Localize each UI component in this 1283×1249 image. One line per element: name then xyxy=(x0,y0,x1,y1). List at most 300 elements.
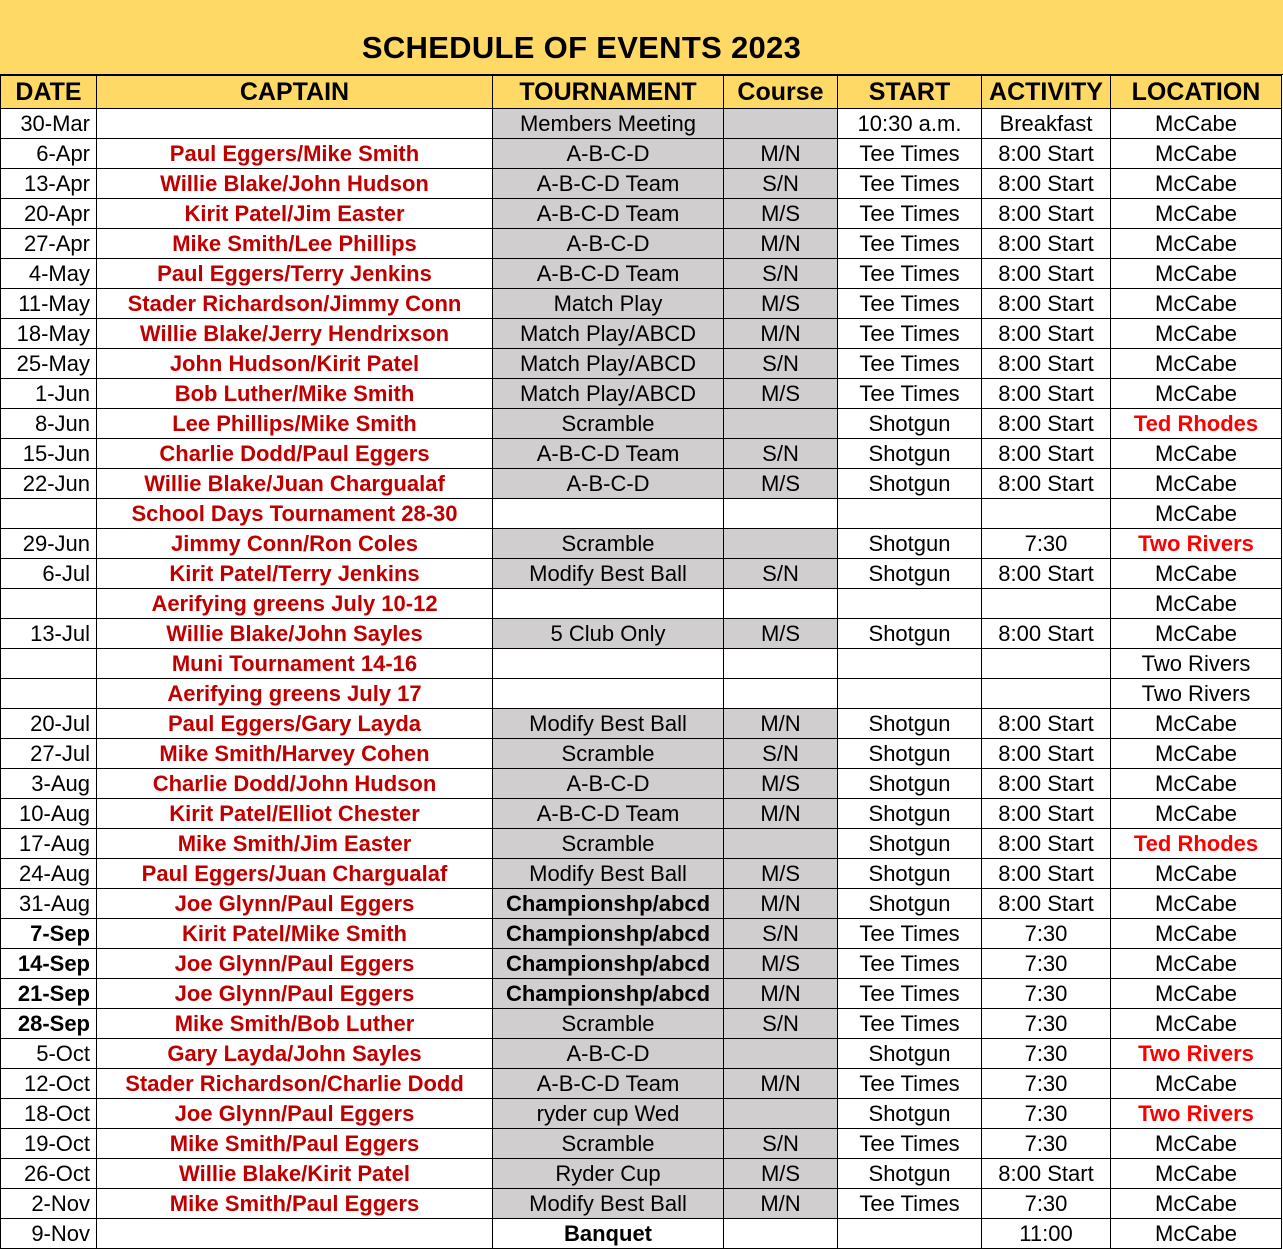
location-cell: McCabe xyxy=(1111,799,1282,829)
location-cell: Ted Rhodes xyxy=(1111,409,1282,439)
tournament-cell xyxy=(493,649,724,679)
course-cell: M/N xyxy=(724,1069,838,1099)
activity-cell: 8:00 Start xyxy=(982,889,1111,919)
captain-cell: Mike Smith/Lee Phillips xyxy=(97,229,493,259)
course-cell xyxy=(724,1219,838,1249)
date-cell: 21-Sep xyxy=(1,979,97,1009)
date-cell: 29-Jun xyxy=(1,529,97,559)
tournament-cell: Scramble xyxy=(493,739,724,769)
location-cell: McCabe xyxy=(1111,739,1282,769)
activity-cell: 8:00 Start xyxy=(982,859,1111,889)
table-row xyxy=(1,379,1282,409)
tournament-cell: Modify Best Ball xyxy=(493,859,724,889)
tournament-cell: A-B-C-D Team xyxy=(493,169,724,199)
start-cell: Tee Times xyxy=(838,259,982,289)
header-course: Course xyxy=(724,76,838,109)
activity-cell: 7:30 xyxy=(982,1189,1111,1219)
activity-cell: 7:30 xyxy=(982,1009,1111,1039)
captain-cell: Joe Glynn/Paul Eggers xyxy=(97,1099,493,1129)
date-cell: 12-Oct xyxy=(1,1069,97,1099)
course-cell xyxy=(724,649,838,679)
start-cell: Tee Times xyxy=(838,919,982,949)
start-cell: Shotgun xyxy=(838,1039,982,1069)
captain-cell: Willie Blake/Kirit Patel xyxy=(97,1159,493,1189)
date-cell: 9-Nov xyxy=(1,1219,97,1249)
table-row xyxy=(1,709,1282,739)
date-cell: 22-Jun xyxy=(1,469,97,499)
table-row xyxy=(1,739,1282,769)
tournament-cell: Scramble xyxy=(493,1129,724,1159)
course-cell: M/N xyxy=(724,709,838,739)
table-row xyxy=(1,859,1282,889)
tournament-cell xyxy=(493,499,724,529)
tournament-cell: Modify Best Ball xyxy=(493,559,724,589)
location-cell: McCabe xyxy=(1111,139,1282,169)
date-cell: 8-Jun xyxy=(1,409,97,439)
tournament-cell: A-B-C-D Team xyxy=(493,1069,724,1099)
start-cell: Shotgun xyxy=(838,439,982,469)
captain-cell: Stader Richardson/Jimmy Conn xyxy=(97,289,493,319)
activity-cell xyxy=(982,499,1111,529)
course-cell: M/S xyxy=(724,1159,838,1189)
date-cell xyxy=(1,679,97,709)
captain-cell: Kirit Patel/Jim Easter xyxy=(97,199,493,229)
captain-cell: Mike Smith/Jim Easter xyxy=(97,829,493,859)
tournament-cell: Championshp/abcd xyxy=(493,979,724,1009)
date-cell: 6-Apr xyxy=(1,139,97,169)
location-cell: McCabe xyxy=(1111,559,1282,589)
tournament-cell: Match Play/ABCD xyxy=(493,319,724,349)
tournament-cell: Match Play/ABCD xyxy=(493,379,724,409)
start-cell xyxy=(838,649,982,679)
captain-cell: Paul Eggers/Terry Jenkins xyxy=(97,259,493,289)
tournament-cell: A-B-C-D Team xyxy=(493,799,724,829)
captain-cell: Aerifying greens July 17 xyxy=(97,679,493,709)
date-cell: 13-Apr xyxy=(1,169,97,199)
activity-cell: 8:00 Start xyxy=(982,169,1111,199)
start-cell xyxy=(838,499,982,529)
tournament-cell: Scramble xyxy=(493,409,724,439)
captain-cell: Willie Blake/Juan Chargualaf xyxy=(97,469,493,499)
location-cell: McCabe xyxy=(1111,1159,1282,1189)
date-cell: 1-Jun xyxy=(1,379,97,409)
captain-cell xyxy=(97,1219,493,1249)
captain-cell: Charlie Dodd/John Hudson xyxy=(97,769,493,799)
captain-cell: Gary Layda/John Sayles xyxy=(97,1039,493,1069)
tournament-cell: Banquet xyxy=(493,1219,724,1249)
start-cell: Shotgun xyxy=(838,739,982,769)
tournament-cell: Match Play xyxy=(493,289,724,319)
table-row xyxy=(1,529,1282,559)
tournament-cell: A-B-C-D xyxy=(493,1039,724,1069)
page-title: SCHEDULE OF EVENTS 2023 xyxy=(361,30,802,65)
location-cell: McCabe xyxy=(1111,1069,1282,1099)
course-cell xyxy=(724,529,838,559)
activity-cell: 7:30 xyxy=(982,1069,1111,1099)
captain-cell: Kirit Patel/Terry Jenkins xyxy=(97,559,493,589)
activity-cell: 8:00 Start xyxy=(982,349,1111,379)
course-cell: S/N xyxy=(724,919,838,949)
course-cell xyxy=(724,409,838,439)
course-cell xyxy=(724,679,838,709)
start-cell: Shotgun xyxy=(838,409,982,439)
captain-cell: Willie Blake/Jerry Hendrixson xyxy=(97,319,493,349)
captain-cell: Paul Eggers/Mike Smith xyxy=(97,139,493,169)
date-cell: 30-Mar xyxy=(1,109,97,139)
table-row xyxy=(1,289,1282,319)
course-cell xyxy=(724,499,838,529)
location-cell: McCabe xyxy=(1111,439,1282,469)
course-cell: M/N xyxy=(724,319,838,349)
location-cell: McCabe xyxy=(1111,379,1282,409)
activity-cell: 7:30 xyxy=(982,1129,1111,1159)
table-row xyxy=(1,769,1282,799)
course-cell: S/N xyxy=(724,739,838,769)
table-row xyxy=(1,199,1282,229)
start-cell: Shotgun xyxy=(838,769,982,799)
tournament-cell: 5 Club Only xyxy=(493,619,724,649)
activity-cell: 8:00 Start xyxy=(982,409,1111,439)
location-cell: McCabe xyxy=(1111,1219,1282,1249)
location-cell: McCabe xyxy=(1111,349,1282,379)
tournament-cell: Members Meeting xyxy=(493,109,724,139)
start-cell: Shotgun xyxy=(838,709,982,739)
header-start: START xyxy=(838,76,982,109)
date-cell: 15-Jun xyxy=(1,439,97,469)
location-cell: McCabe xyxy=(1111,919,1282,949)
tournament-cell: Match Play/ABCD xyxy=(493,349,724,379)
course-cell xyxy=(724,1039,838,1069)
date-cell: 26-Oct xyxy=(1,1159,97,1189)
date-cell: 18-Oct xyxy=(1,1099,97,1129)
tournament-cell: Championshp/abcd xyxy=(493,949,724,979)
start-cell: Shotgun xyxy=(838,619,982,649)
course-cell: M/S xyxy=(724,859,838,889)
location-cell: McCabe xyxy=(1111,319,1282,349)
captain-cell: Jimmy Conn/Ron Coles xyxy=(97,529,493,559)
header-location: LOCATION xyxy=(1111,76,1282,109)
tournament-cell: ryder cup Wed xyxy=(493,1099,724,1129)
location-cell: McCabe xyxy=(1111,889,1282,919)
captain-cell: Stader Richardson/Charlie Dodd xyxy=(97,1069,493,1099)
course-cell: M/S xyxy=(724,289,838,319)
captain-cell xyxy=(97,109,493,139)
activity-cell: 8:00 Start xyxy=(982,829,1111,859)
course-cell: S/N xyxy=(724,259,838,289)
date-cell: 4-May xyxy=(1,259,97,289)
table-row xyxy=(1,439,1282,469)
activity-cell: 8:00 Start xyxy=(982,439,1111,469)
table-row xyxy=(1,109,1282,139)
activity-cell: 8:00 Start xyxy=(982,769,1111,799)
activity-cell: 8:00 Start xyxy=(982,469,1111,499)
table-row xyxy=(1,829,1282,859)
location-cell: McCabe xyxy=(1111,469,1282,499)
date-cell xyxy=(1,649,97,679)
course-cell: M/S xyxy=(724,469,838,499)
course-cell: M/S xyxy=(724,619,838,649)
table-row xyxy=(1,319,1282,349)
table-row xyxy=(1,409,1282,439)
activity-cell: 8:00 Start xyxy=(982,139,1111,169)
table-row xyxy=(1,889,1282,919)
activity-cell: 8:00 Start xyxy=(982,709,1111,739)
activity-cell: 8:00 Start xyxy=(982,619,1111,649)
course-cell: M/N xyxy=(724,979,838,1009)
start-cell: Shotgun xyxy=(838,859,982,889)
captain-cell: Willie Blake/John Sayles xyxy=(97,619,493,649)
location-cell: McCabe xyxy=(1111,949,1282,979)
start-cell: Shotgun xyxy=(838,799,982,829)
course-cell: M/N xyxy=(724,139,838,169)
start-cell xyxy=(838,589,982,619)
date-cell xyxy=(1,589,97,619)
table-row xyxy=(1,1159,1282,1189)
activity-cell: 8:00 Start xyxy=(982,379,1111,409)
captain-cell: Kirit Patel/Mike Smith xyxy=(97,919,493,949)
start-cell: Tee Times xyxy=(838,1069,982,1099)
table-row xyxy=(1,799,1282,829)
table-row xyxy=(1,259,1282,289)
activity-cell: 8:00 Start xyxy=(982,1159,1111,1189)
activity-cell: 8:00 Start xyxy=(982,319,1111,349)
location-cell: Two Rivers xyxy=(1111,1099,1282,1129)
table-row xyxy=(1,1189,1282,1219)
course-cell: M/N xyxy=(724,1189,838,1219)
captain-cell: School Days Tournament 28-30 xyxy=(97,499,493,529)
course-cell: S/N xyxy=(724,169,838,199)
captain-cell: Kirit Patel/Elliot Chester xyxy=(97,799,493,829)
table-row xyxy=(1,919,1282,949)
start-cell: Tee Times xyxy=(838,229,982,259)
date-cell: 25-May xyxy=(1,349,97,379)
table-row xyxy=(1,949,1282,979)
location-cell: Two Rivers xyxy=(1111,649,1282,679)
tournament-cell: Modify Best Ball xyxy=(493,709,724,739)
start-cell: Tee Times xyxy=(838,979,982,1009)
activity-cell: 8:00 Start xyxy=(982,559,1111,589)
date-cell: 10-Aug xyxy=(1,799,97,829)
start-cell: Tee Times xyxy=(838,1189,982,1219)
activity-cell: 8:00 Start xyxy=(982,799,1111,829)
location-cell: McCabe xyxy=(1111,109,1282,139)
start-cell: Tee Times xyxy=(838,1009,982,1039)
course-cell: M/S xyxy=(724,199,838,229)
captain-cell: Joe Glynn/Paul Eggers xyxy=(97,889,493,919)
activity-cell: 7:30 xyxy=(982,1099,1111,1129)
start-cell: Tee Times xyxy=(838,289,982,319)
course-cell xyxy=(724,109,838,139)
captain-cell: John Hudson/Kirit Patel xyxy=(97,349,493,379)
location-cell: McCabe xyxy=(1111,259,1282,289)
course-cell: S/N xyxy=(724,439,838,469)
activity-cell: 8:00 Start xyxy=(982,739,1111,769)
captain-cell: Mike Smith/Paul Eggers xyxy=(97,1189,493,1219)
location-cell: McCabe xyxy=(1111,199,1282,229)
start-cell: Tee Times xyxy=(838,349,982,379)
start-cell: Tee Times xyxy=(838,169,982,199)
date-cell: 5-Oct xyxy=(1,1039,97,1069)
tournament-cell: Ryder Cup xyxy=(493,1159,724,1189)
start-cell: Tee Times xyxy=(838,379,982,409)
captain-cell: Paul Eggers/Juan Chargualaf xyxy=(97,859,493,889)
course-cell: S/N xyxy=(724,559,838,589)
date-cell: 3-Aug xyxy=(1,769,97,799)
start-cell: Tee Times xyxy=(838,199,982,229)
location-cell: McCabe xyxy=(1111,619,1282,649)
date-cell: 14-Sep xyxy=(1,949,97,979)
activity-cell xyxy=(982,679,1111,709)
location-cell: McCabe xyxy=(1111,859,1282,889)
activity-cell: 7:30 xyxy=(982,919,1111,949)
start-cell xyxy=(838,679,982,709)
location-cell: McCabe xyxy=(1111,1009,1282,1039)
course-cell: M/N xyxy=(724,889,838,919)
start-cell: Shotgun xyxy=(838,469,982,499)
header-tournament: TOURNAMENT xyxy=(493,76,724,109)
captain-cell: Lee Phillips/Mike Smith xyxy=(97,409,493,439)
captain-cell: Muni Tournament 14-16 xyxy=(97,649,493,679)
location-cell: McCabe xyxy=(1111,709,1282,739)
location-cell: McCabe xyxy=(1111,499,1282,529)
tournament-cell xyxy=(493,679,724,709)
date-cell: 20-Jul xyxy=(1,709,97,739)
table-row xyxy=(1,649,1282,679)
date-cell xyxy=(1,499,97,529)
date-cell: 24-Aug xyxy=(1,859,97,889)
activity-cell: 8:00 Start xyxy=(982,199,1111,229)
start-cell: Tee Times xyxy=(838,949,982,979)
course-cell: S/N xyxy=(724,1129,838,1159)
course-cell: M/S xyxy=(724,769,838,799)
location-cell: Two Rivers xyxy=(1111,529,1282,559)
captain-cell: Paul Eggers/Gary Layda xyxy=(97,709,493,739)
date-cell: 28-Sep xyxy=(1,1009,97,1039)
start-cell: Shotgun xyxy=(838,1099,982,1129)
date-cell: 7-Sep xyxy=(1,919,97,949)
course-cell xyxy=(724,829,838,859)
table-row xyxy=(1,619,1282,649)
location-cell: McCabe xyxy=(1111,979,1282,1009)
course-cell: M/N xyxy=(724,799,838,829)
activity-cell: 11:00 xyxy=(982,1219,1111,1249)
start-cell: 10:30 a.m. xyxy=(838,109,982,139)
activity-cell xyxy=(982,649,1111,679)
date-cell: 27-Jul xyxy=(1,739,97,769)
date-cell: 2-Nov xyxy=(1,1189,97,1219)
tournament-cell: Scramble xyxy=(493,1009,724,1039)
tournament-cell: A-B-C-D Team xyxy=(493,199,724,229)
location-cell: McCabe xyxy=(1111,1129,1282,1159)
date-cell: 31-Aug xyxy=(1,889,97,919)
location-cell: McCabe xyxy=(1111,1189,1282,1219)
captain-cell: Joe Glynn/Paul Eggers xyxy=(97,979,493,1009)
captain-cell: Joe Glynn/Paul Eggers xyxy=(97,949,493,979)
activity-cell: 7:30 xyxy=(982,1039,1111,1069)
activity-cell xyxy=(982,589,1111,619)
table-row xyxy=(1,589,1282,619)
start-cell: Tee Times xyxy=(838,1129,982,1159)
date-cell: 6-Jul xyxy=(1,559,97,589)
tournament-cell: A-B-C-D xyxy=(493,769,724,799)
date-cell: 13-Jul xyxy=(1,619,97,649)
table-row xyxy=(1,469,1282,499)
activity-cell: Breakfast xyxy=(982,109,1111,139)
activity-cell: 8:00 Start xyxy=(982,289,1111,319)
date-cell: 11-May xyxy=(1,289,97,319)
table-row xyxy=(1,1069,1282,1099)
activity-cell: 7:30 xyxy=(982,529,1111,559)
tournament-cell: Championshp/abcd xyxy=(493,889,724,919)
course-cell: S/N xyxy=(724,1009,838,1039)
tournament-cell: Scramble xyxy=(493,529,724,559)
tournament-cell xyxy=(493,589,724,619)
table-row xyxy=(1,139,1282,169)
captain-cell: Charlie Dodd/Paul Eggers xyxy=(97,439,493,469)
date-cell: 18-May xyxy=(1,319,97,349)
tournament-cell: A-B-C-D Team xyxy=(493,259,724,289)
start-cell: Shotgun xyxy=(838,529,982,559)
tournament-cell: Championshp/abcd xyxy=(493,919,724,949)
start-cell: Shotgun xyxy=(838,829,982,859)
captain-cell: Bob Luther/Mike Smith xyxy=(97,379,493,409)
captain-cell: Mike Smith/Paul Eggers xyxy=(97,1129,493,1159)
activity-cell: 8:00 Start xyxy=(982,259,1111,289)
location-cell: McCabe xyxy=(1111,169,1282,199)
header-date: DATE xyxy=(1,76,97,109)
activity-cell: 8:00 Start xyxy=(982,229,1111,259)
date-cell: 19-Oct xyxy=(1,1129,97,1159)
table-row xyxy=(1,979,1282,1009)
table-row xyxy=(1,1099,1282,1129)
course-cell: M/N xyxy=(724,229,838,259)
location-cell: McCabe xyxy=(1111,229,1282,259)
course-cell: M/S xyxy=(724,379,838,409)
date-cell: 27-Apr xyxy=(1,229,97,259)
header-row xyxy=(1,76,1282,109)
table-row xyxy=(1,1129,1282,1159)
table-row xyxy=(1,349,1282,379)
schedule-table xyxy=(0,75,1282,1249)
captain-cell: Willie Blake/John Hudson xyxy=(97,169,493,199)
tournament-cell: Scramble xyxy=(493,829,724,859)
date-cell: 17-Aug xyxy=(1,829,97,859)
location-cell: Two Rivers xyxy=(1111,1039,1282,1069)
date-cell: 20-Apr xyxy=(1,199,97,229)
tournament-cell: A-B-C-D xyxy=(493,139,724,169)
title-bar xyxy=(0,0,1283,75)
start-cell: Shotgun xyxy=(838,889,982,919)
table-row xyxy=(1,1219,1282,1249)
table-row xyxy=(1,559,1282,589)
course-cell xyxy=(724,1099,838,1129)
location-cell: Two Rivers xyxy=(1111,679,1282,709)
tournament-cell: A-B-C-D xyxy=(493,229,724,259)
table-row xyxy=(1,1039,1282,1069)
captain-cell: Mike Smith/Harvey Cohen xyxy=(97,739,493,769)
location-cell: McCabe xyxy=(1111,589,1282,619)
course-cell xyxy=(724,589,838,619)
start-cell: Shotgun xyxy=(838,1159,982,1189)
tournament-cell: Modify Best Ball xyxy=(493,1189,724,1219)
table-row xyxy=(1,679,1282,709)
captain-cell: Mike Smith/Bob Luther xyxy=(97,1009,493,1039)
table-row xyxy=(1,229,1282,259)
start-cell: Tee Times xyxy=(838,319,982,349)
start-cell xyxy=(838,1219,982,1249)
location-cell: Ted Rhodes xyxy=(1111,829,1282,859)
start-cell: Shotgun xyxy=(838,559,982,589)
